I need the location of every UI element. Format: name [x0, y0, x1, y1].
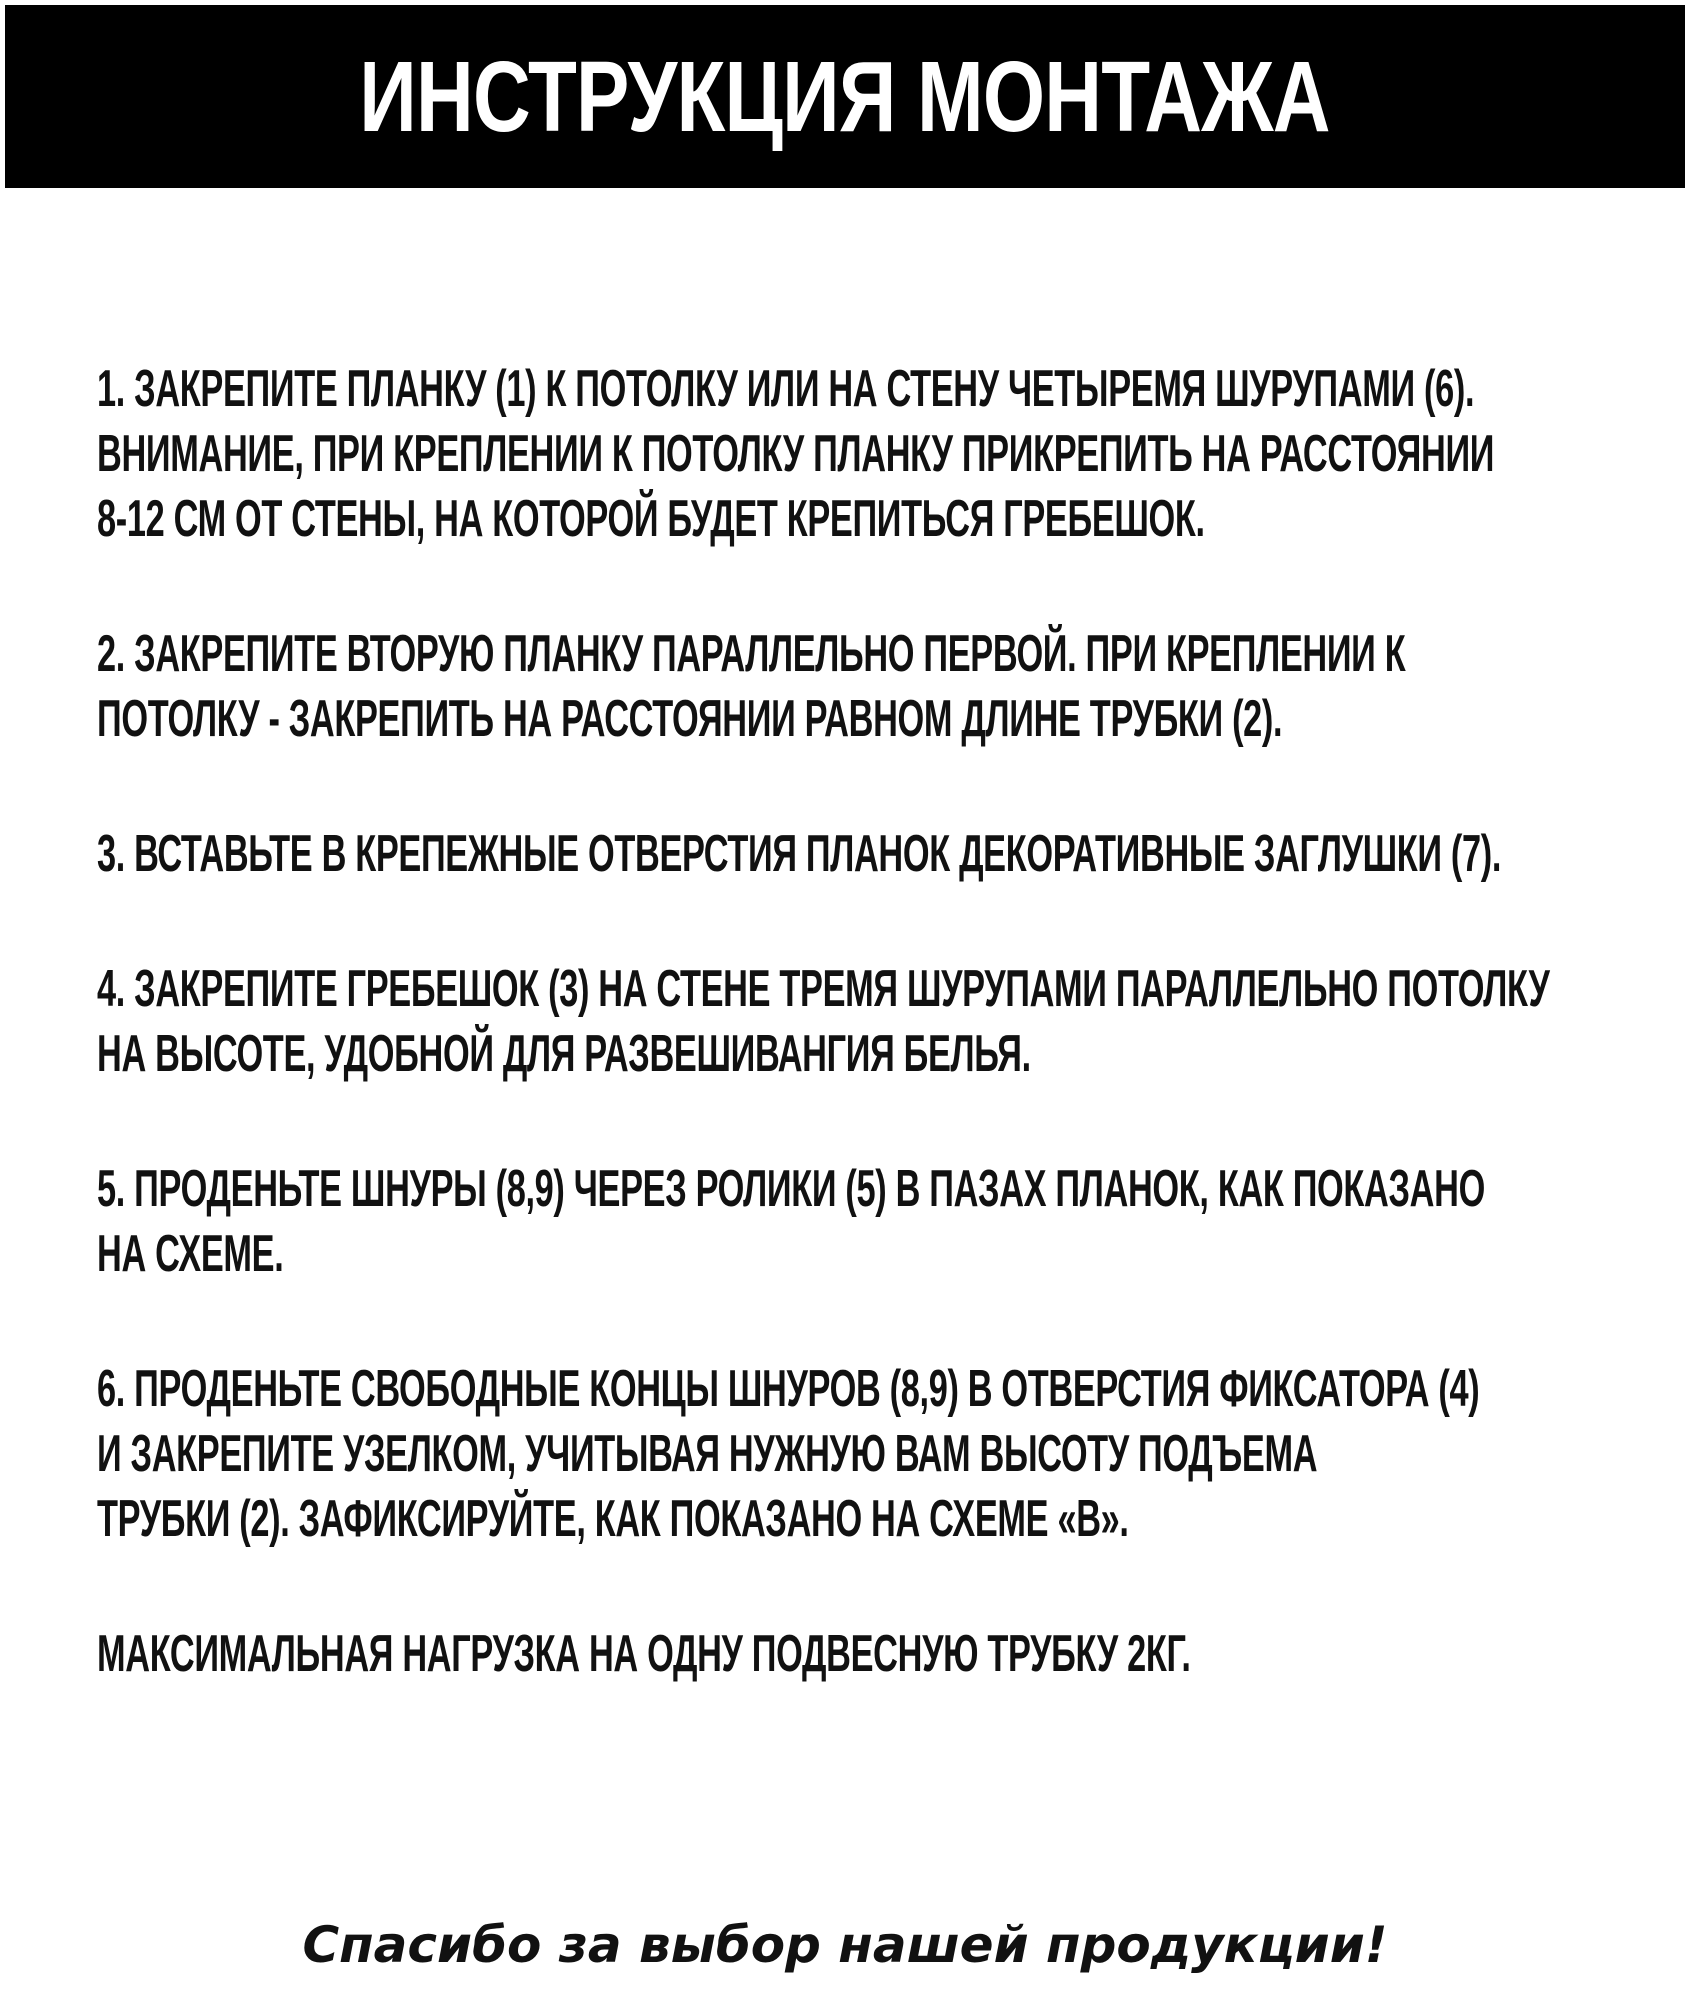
- step-text-line: НА ВЫСОТЕ, УДОБНОЙ ДЛЯ РАЗВЕШИВАНГИЯ БЕЛЬЯ.: [97, 1025, 1031, 1083]
- page-title: ИНСТРУКЦИЯ МОНТАЖА: [359, 40, 1331, 153]
- header-banner: [5, 5, 1685, 188]
- step-text-line: ТРУБКИ (2). ЗАФИКСИРУЙТЕ, КАК ПОКАЗАНО НА СХЕМЕ «В».: [97, 1490, 1129, 1548]
- step-1: [97, 357, 1657, 552]
- step-text-line: 5. ПРОДЕНЬТЕ ШНУРЫ (8,9) ЧЕРЕЗ РОЛИКИ (5) В ПАЗАХ ПЛАНОК, КАК ПОКАЗАНО: [97, 1160, 1485, 1218]
- step-text-line: 4. ЗАКРЕПИТЕ ГРЕБЕШОК (3) НА СТЕНЕ ТРЕМЯ ШУРУПАМИ ПАРАЛЛЕЛЬНО ПОТОЛКУ: [97, 960, 1550, 1018]
- step-5: [97, 1157, 1657, 1287]
- step-text-line: 6. ПРОДЕНЬТЕ СВОБОДНЫЕ КОНЦЫ ШНУРОВ (8,9) В ОТВЕРСТИЯ ФИКСАТОРА (4): [97, 1360, 1480, 1418]
- step-6: [97, 1357, 1657, 1552]
- step-2: [97, 622, 1657, 752]
- step-text-line: 1. ЗАКРЕПИТЕ ПЛАНКУ (1) К ПОТОЛКУ ИЛИ НА СТЕНУ ЧЕТЫРЕМЯ ШУРУПАМИ (6).: [97, 360, 1475, 418]
- max-load-text: МАКСИМАЛЬНАЯ НАГРУЗКА НА ОДНУ ПОДВЕСНУЮ ТРУБКУ 2КГ.: [97, 1625, 1191, 1683]
- step-4: [97, 957, 1657, 1087]
- step-text-line: ПОТОЛКУ - ЗАКРЕПИТЬ НА РАССТОЯНИИ РАВНОМ ДЛИНЕ ТРУБКИ (2).: [97, 690, 1283, 748]
- thank-you-message: Спасибо за выбор нашей продукции!: [302, 1916, 1388, 1974]
- step-text-line: 3. ВСТАВЬТЕ В КРЕПЕЖНЫЕ ОТВЕРСТИЯ ПЛАНОК ДЕКОРАТИВНЫЕ ЗАГЛУШКИ (7).: [97, 825, 1502, 883]
- step-text-line: ВНИМАНИЕ, ПРИ КРЕПЛЕНИИ К ПОТОЛКУ ПЛАНКУ ПРИКРЕПИТЬ НА РАССТОЯНИИ: [97, 425, 1495, 483]
- step-text-line: НА СХЕМЕ.: [97, 1225, 284, 1283]
- step-text-line: 8-12 СМ ОТ СТЕНЫ, НА КОТОРОЙ БУДЕТ КРЕПИТЬСЯ ГРЕБЕШОК.: [97, 490, 1205, 548]
- footer: [0, 1916, 1690, 1974]
- step-3: [97, 822, 1657, 887]
- step-text-line: И ЗАКРЕПИТЕ УЗЕЛКОМ, УЧИТЫВАЯ НУЖНУЮ ВАМ ВЫСОТУ ПОДЪЕМА: [97, 1425, 1318, 1483]
- max-load-note: [97, 1622, 1657, 1687]
- step-text-line: 2. ЗАКРЕПИТЕ ВТОРУЮ ПЛАНКУ ПАРАЛЛЕЛЬНО ПЕРВОЙ. ПРИ КРЕПЛЕНИИ К: [97, 625, 1406, 683]
- instructions-body: [97, 357, 1657, 1757]
